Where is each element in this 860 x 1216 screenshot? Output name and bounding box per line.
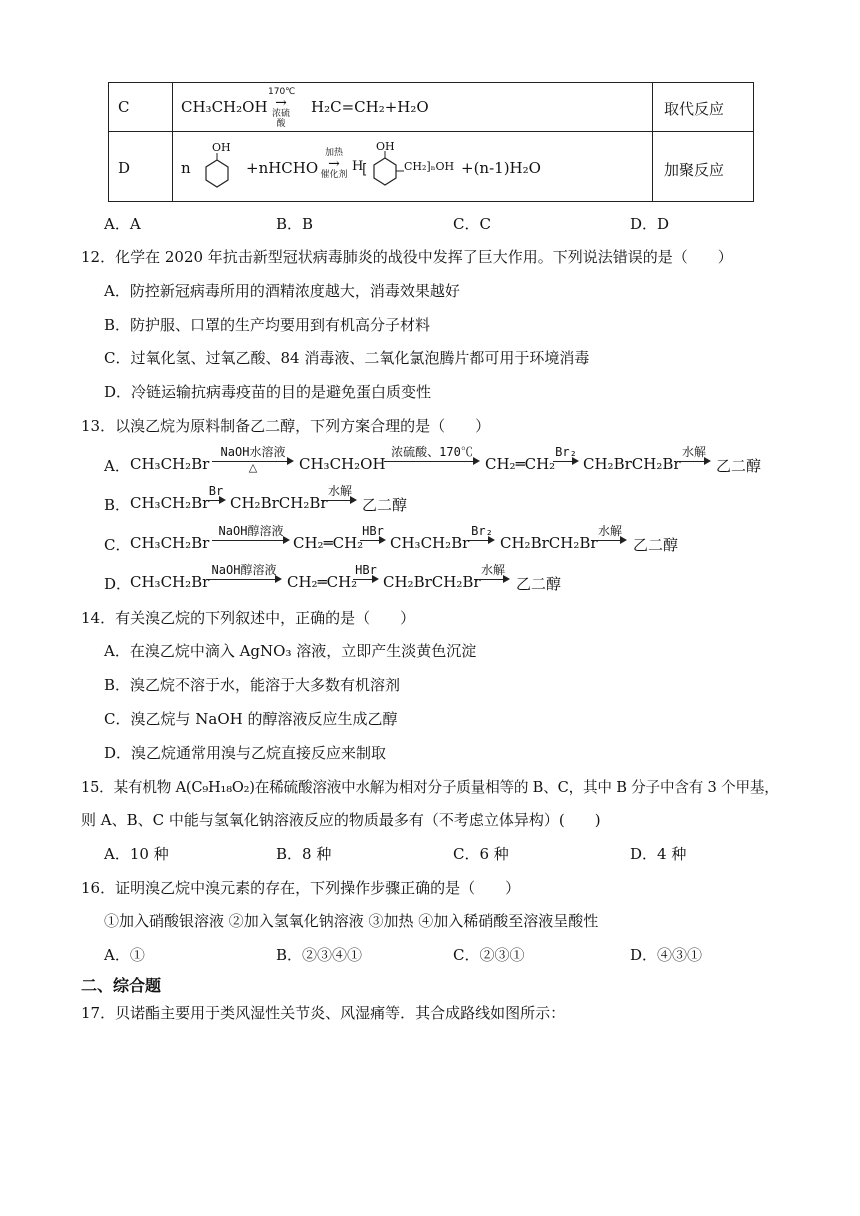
row-c-condition-arrow: 170℃ → 浓硫酸 xyxy=(268,87,296,129)
polymer-ring-icon xyxy=(360,148,404,190)
q16-stem: 16．证明溴乙烷中溴元素的存在，下列操作步骤正确的是（ ） xyxy=(81,879,521,897)
species: CH₂BrCH₂Br xyxy=(383,573,481,591)
species: CH₃CH₂Br xyxy=(130,573,210,591)
species: 乙二醇 xyxy=(516,575,562,593)
q11-option-a[interactable]: A．A xyxy=(104,215,141,233)
reaction-arrow: HBr xyxy=(353,565,379,585)
species: CH₂═CH₂ xyxy=(293,534,364,552)
q11-option-c[interactable]: C．C xyxy=(453,215,491,233)
option-label: A． xyxy=(104,457,130,475)
row-c-label: C xyxy=(118,98,130,116)
phenol-oh-label: OH xyxy=(212,141,231,154)
q15-option-a[interactable]: A．10 种 xyxy=(104,845,169,863)
row-c-reaction-type: 取代反应 xyxy=(664,100,725,118)
option-label: D． xyxy=(104,575,132,593)
q16-option-c[interactable]: C．②③① xyxy=(453,946,525,964)
q15-stem-line2: 则 A、B、C 中能与氢氧化钠溶液反应的物质最多有（不考虑立体异构）( ) xyxy=(81,811,601,829)
q15-option-d[interactable]: D．4 种 xyxy=(630,845,687,863)
phenol-ring-icon xyxy=(200,150,234,190)
reaction-arrow: 水解 xyxy=(677,447,711,467)
species: 乙二醇 xyxy=(633,536,679,554)
species: 乙二醇 xyxy=(716,457,762,475)
reaction-arrow: NaOH水溶液 △ xyxy=(212,447,294,467)
reaction-arrow: NaOH醇溶液 xyxy=(206,565,282,585)
reaction-arrow: Br xyxy=(206,486,226,506)
q15-option-b[interactable]: B．8 种 xyxy=(276,845,332,863)
reaction-arrow: 水解 xyxy=(476,565,510,585)
q12-option-c[interactable]: C．过氧化氢、过氧乙酸、84 消毒液、二氧化氯泡腾片都可用于环境消毒 xyxy=(104,349,590,367)
q12-option-d[interactable]: D．冷链运输抗病毒疫苗的目的是避免蛋白质变性 xyxy=(104,383,432,401)
q13-stem: 13．以溴乙烷为原料制备乙二醇，下列方案合理的是（ ） xyxy=(81,417,491,435)
q12-stem: 12．化学在 2020 年抗击新型冠状病毒肺炎的战役中发挥了巨大作用。下列说法错误的是（ ） xyxy=(81,248,733,266)
reaction-arrow: Br₂ xyxy=(553,447,579,467)
species: CH₂BrCH₂Br xyxy=(500,534,598,552)
table-row-divider xyxy=(109,131,753,132)
q11-option-b[interactable]: B．B xyxy=(276,215,314,233)
species: CH₂═CH₂ xyxy=(485,455,556,473)
polymer-chain: CH₂]ₙOH xyxy=(404,160,455,173)
polymer-oh-label: OH xyxy=(376,140,395,153)
row-d-label: D xyxy=(118,159,131,177)
table-col-divider xyxy=(652,83,653,201)
q11-option-d[interactable]: D．D xyxy=(630,215,670,233)
row-c-reactant: CH₃CH₂OH xyxy=(181,98,268,116)
option-label: B． xyxy=(104,496,131,514)
section-heading: 二、综合题 xyxy=(81,976,162,995)
species: 乙二醇 xyxy=(362,496,408,514)
q14-option-d[interactable]: D．溴乙烷通常用溴与乙烷直接反应来制取 xyxy=(104,744,387,762)
reaction-arrow: 水解 xyxy=(323,486,357,506)
q14-option-c[interactable]: C．溴乙烷与 NaOH 的醇溶液反应生成乙醇 xyxy=(104,710,398,728)
q12-option-a[interactable]: A．防控新冠病毒所用的酒精浓度越大，消毒效果越好 xyxy=(104,282,460,300)
table-col-divider xyxy=(172,83,173,201)
reaction-arrow: 浓硫酸、170℃ xyxy=(384,447,480,467)
row-d-water: +(n-1)H₂O xyxy=(461,159,541,177)
row-d-prefix: n xyxy=(181,159,191,177)
q16-option-b[interactable]: B．②③④① xyxy=(276,946,363,964)
reaction-arrow: 水解 xyxy=(593,526,627,546)
q12-option-b[interactable]: B．防护服、口罩的生产均要用到有机高分子材料 xyxy=(104,316,431,334)
q16-steps: ①加入硝酸银溶液 ②加入氢氧化钠溶液 ③加热 ④加入稀硝酸至溶液呈酸性 xyxy=(104,912,599,930)
q16-option-a[interactable]: A．① xyxy=(104,946,145,964)
row-d-reagent: +nHCHO xyxy=(246,159,319,177)
species: CH₃CH₂Br xyxy=(130,534,210,552)
q14-stem: 14．有关溴乙烷的下列叙述中，正确的是（ ） xyxy=(81,609,416,627)
row-d-reaction-type: 加聚反应 xyxy=(664,161,725,179)
species: CH₃CH₂Br xyxy=(130,494,210,512)
q14-option-a[interactable]: A．在溴乙烷中滴入 AgNO₃ 溶液，立即产生淡黄色沉淀 xyxy=(104,642,477,660)
q17-stem: 17．贝诺酯主要用于类风湿性关节炎、风湿痛等．其合成路线如图所示： xyxy=(81,1004,566,1022)
row-d-condition-arrow: 加热 → 催化剂 xyxy=(320,148,348,180)
q15-stem-line1: 15．某有机物 A(C₉H₁₈O₂)在稀硫酸溶液中水解为相对分子质量相等的 B、C，其中 B 分子中含有 3 个甲基， xyxy=(81,779,779,796)
reaction-arrow: NaOH醇溶液 xyxy=(212,526,290,546)
q16-option-d[interactable]: D．④③① xyxy=(630,946,703,964)
species: CH₃CH₂Br xyxy=(130,455,210,473)
species: CH₃CH₂Br xyxy=(390,534,470,552)
species: CH₂BrCH₂Br xyxy=(583,455,681,473)
option-label: C． xyxy=(104,536,131,554)
species: CH₂BrCH₂Br xyxy=(230,494,328,512)
species: CH₃CH₂OH xyxy=(299,455,386,473)
svg-text:[: [ xyxy=(362,162,368,178)
q15-option-c[interactable]: C．6 种 xyxy=(453,845,509,863)
reaction-arrow: HBr xyxy=(360,526,386,546)
species: CH₂═CH₂ xyxy=(287,573,358,591)
polymer-end-h: H xyxy=(352,159,364,174)
reaction-arrow: Br₂ xyxy=(469,526,495,546)
row-c-product: H₂C=CH₂+H₂O xyxy=(311,98,429,116)
q14-option-b[interactable]: B．溴乙烷不溶于水，能溶于大多数有机溶剂 xyxy=(104,676,401,694)
